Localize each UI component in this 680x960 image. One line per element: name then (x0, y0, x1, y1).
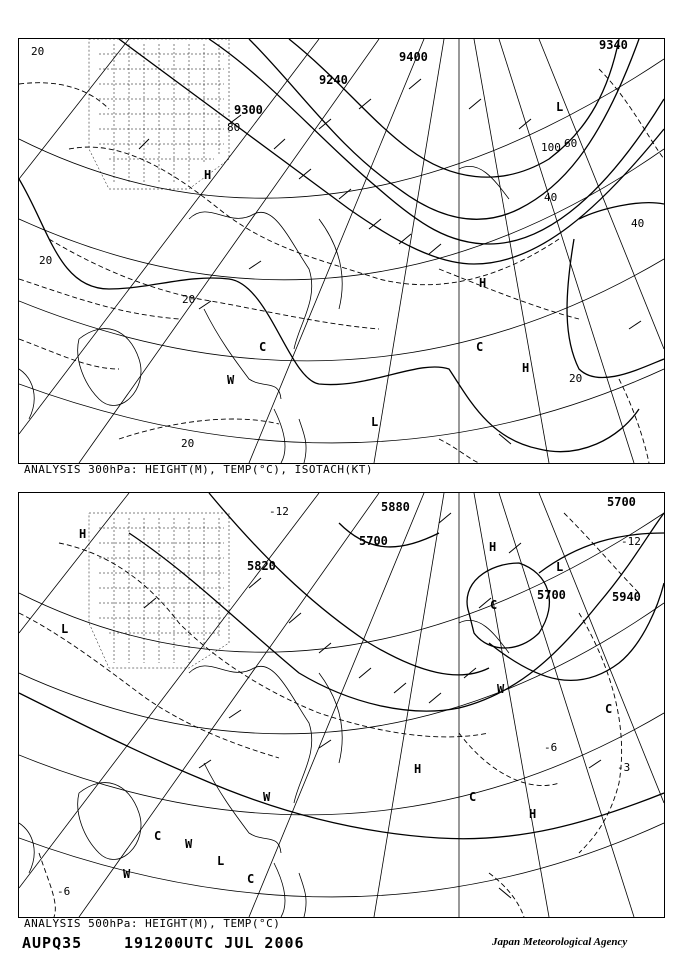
system-w-1: W (263, 790, 271, 804)
height-label-5880: 5880 (381, 500, 410, 514)
isotach-label-60: 60 (564, 137, 578, 150)
temp-label-m12-ne: -12 (621, 535, 641, 548)
map-500hpa (18, 492, 665, 918)
height-label-9300: 9300 (234, 103, 263, 117)
height-contours (19, 39, 664, 452)
system-h-2: H (479, 276, 487, 290)
chart-id: AUPQ35 (22, 934, 83, 952)
isotach-label-40-far-e: 40 (631, 217, 645, 230)
temp-labels (57, 505, 641, 898)
system-c-5: C (247, 872, 255, 886)
height-label-9240: 9240 (319, 73, 348, 87)
height-label-5820: 5820 (247, 559, 276, 573)
isotach-label-20-s: 20 (181, 437, 195, 450)
height-label-5940: 5940 (612, 590, 641, 604)
isotach-label-80: 80 (227, 121, 241, 134)
coastline (19, 620, 509, 917)
system-c-2: C (476, 340, 484, 354)
system-h-3: H (522, 361, 530, 375)
map-300hpa (18, 38, 665, 464)
system-l-1: L (556, 100, 564, 114)
system-c-3: C (605, 702, 613, 716)
system-l-3: L (217, 854, 225, 868)
height-contours (19, 493, 664, 839)
system-w-4: W (497, 682, 505, 696)
isotach-label-20-w: 20 (39, 254, 53, 267)
system-c-1: C (259, 340, 267, 354)
system-h-1: H (79, 527, 87, 541)
wind-barbs (144, 513, 601, 898)
temp-label-m3-e: -3 (617, 761, 631, 774)
system-w-1: W (227, 373, 235, 387)
height-label-5700-ne: 5700 (607, 495, 636, 509)
height-label-5700-e: 5700 (537, 588, 566, 602)
caption-300hpa: ANALYSIS 300hPa: HEIGHT(M), TEMP(°C), ISOTACH(KT) (24, 463, 374, 476)
system-h-3: H (414, 762, 422, 776)
height-label-5700-n: 5700 (359, 534, 388, 548)
system-c-1: C (490, 598, 498, 612)
isotach-label-100: 100 (541, 141, 561, 154)
temp-label-m6-sw: -6 (57, 885, 71, 898)
graticule (19, 39, 664, 463)
pressure-system-labels (61, 527, 612, 886)
height-labels (234, 39, 628, 117)
high-terrain-hatch (89, 513, 229, 668)
system-w-3: W (123, 867, 131, 881)
map-300hpa-canvas (19, 39, 664, 463)
system-h-4: H (529, 807, 537, 821)
isotherm-contours (19, 69, 664, 463)
isotherm-contours (19, 513, 639, 917)
height-label-9340: 9340 (599, 39, 628, 52)
system-c-4: C (154, 829, 162, 843)
system-l-2: L (556, 560, 564, 574)
isotach-label-20-nw: 20 (31, 45, 45, 58)
system-l-1: L (61, 622, 69, 636)
isotach-label-20-c: 20 (182, 293, 196, 306)
pressure-system-labels (204, 100, 563, 429)
isotach-label-20-se: 20 (569, 372, 583, 385)
valid-time: 191200UTC JUL 2006 (124, 934, 305, 952)
system-c-2: C (469, 790, 477, 804)
high-terrain-hatch (89, 39, 229, 189)
temp-label-m12-n: -12 (269, 505, 289, 518)
system-w-2: W (185, 837, 193, 851)
height-labels (247, 495, 641, 604)
system-h-2: H (489, 540, 497, 554)
height-label-9400: 9400 (399, 50, 428, 64)
isotach-label-40-e: 40 (544, 191, 558, 204)
caption-500hpa: ANALYSIS 500hPa: HEIGHT(M), TEMP(°C) (24, 917, 281, 930)
system-h-1: H (204, 168, 212, 182)
agency-name: Japan Meteorological Agency (492, 936, 628, 948)
system-l-2: L (371, 415, 379, 429)
map-500hpa-canvas (19, 493, 664, 917)
graticule (19, 493, 664, 917)
temp-label-m6-e: -6 (544, 741, 558, 754)
